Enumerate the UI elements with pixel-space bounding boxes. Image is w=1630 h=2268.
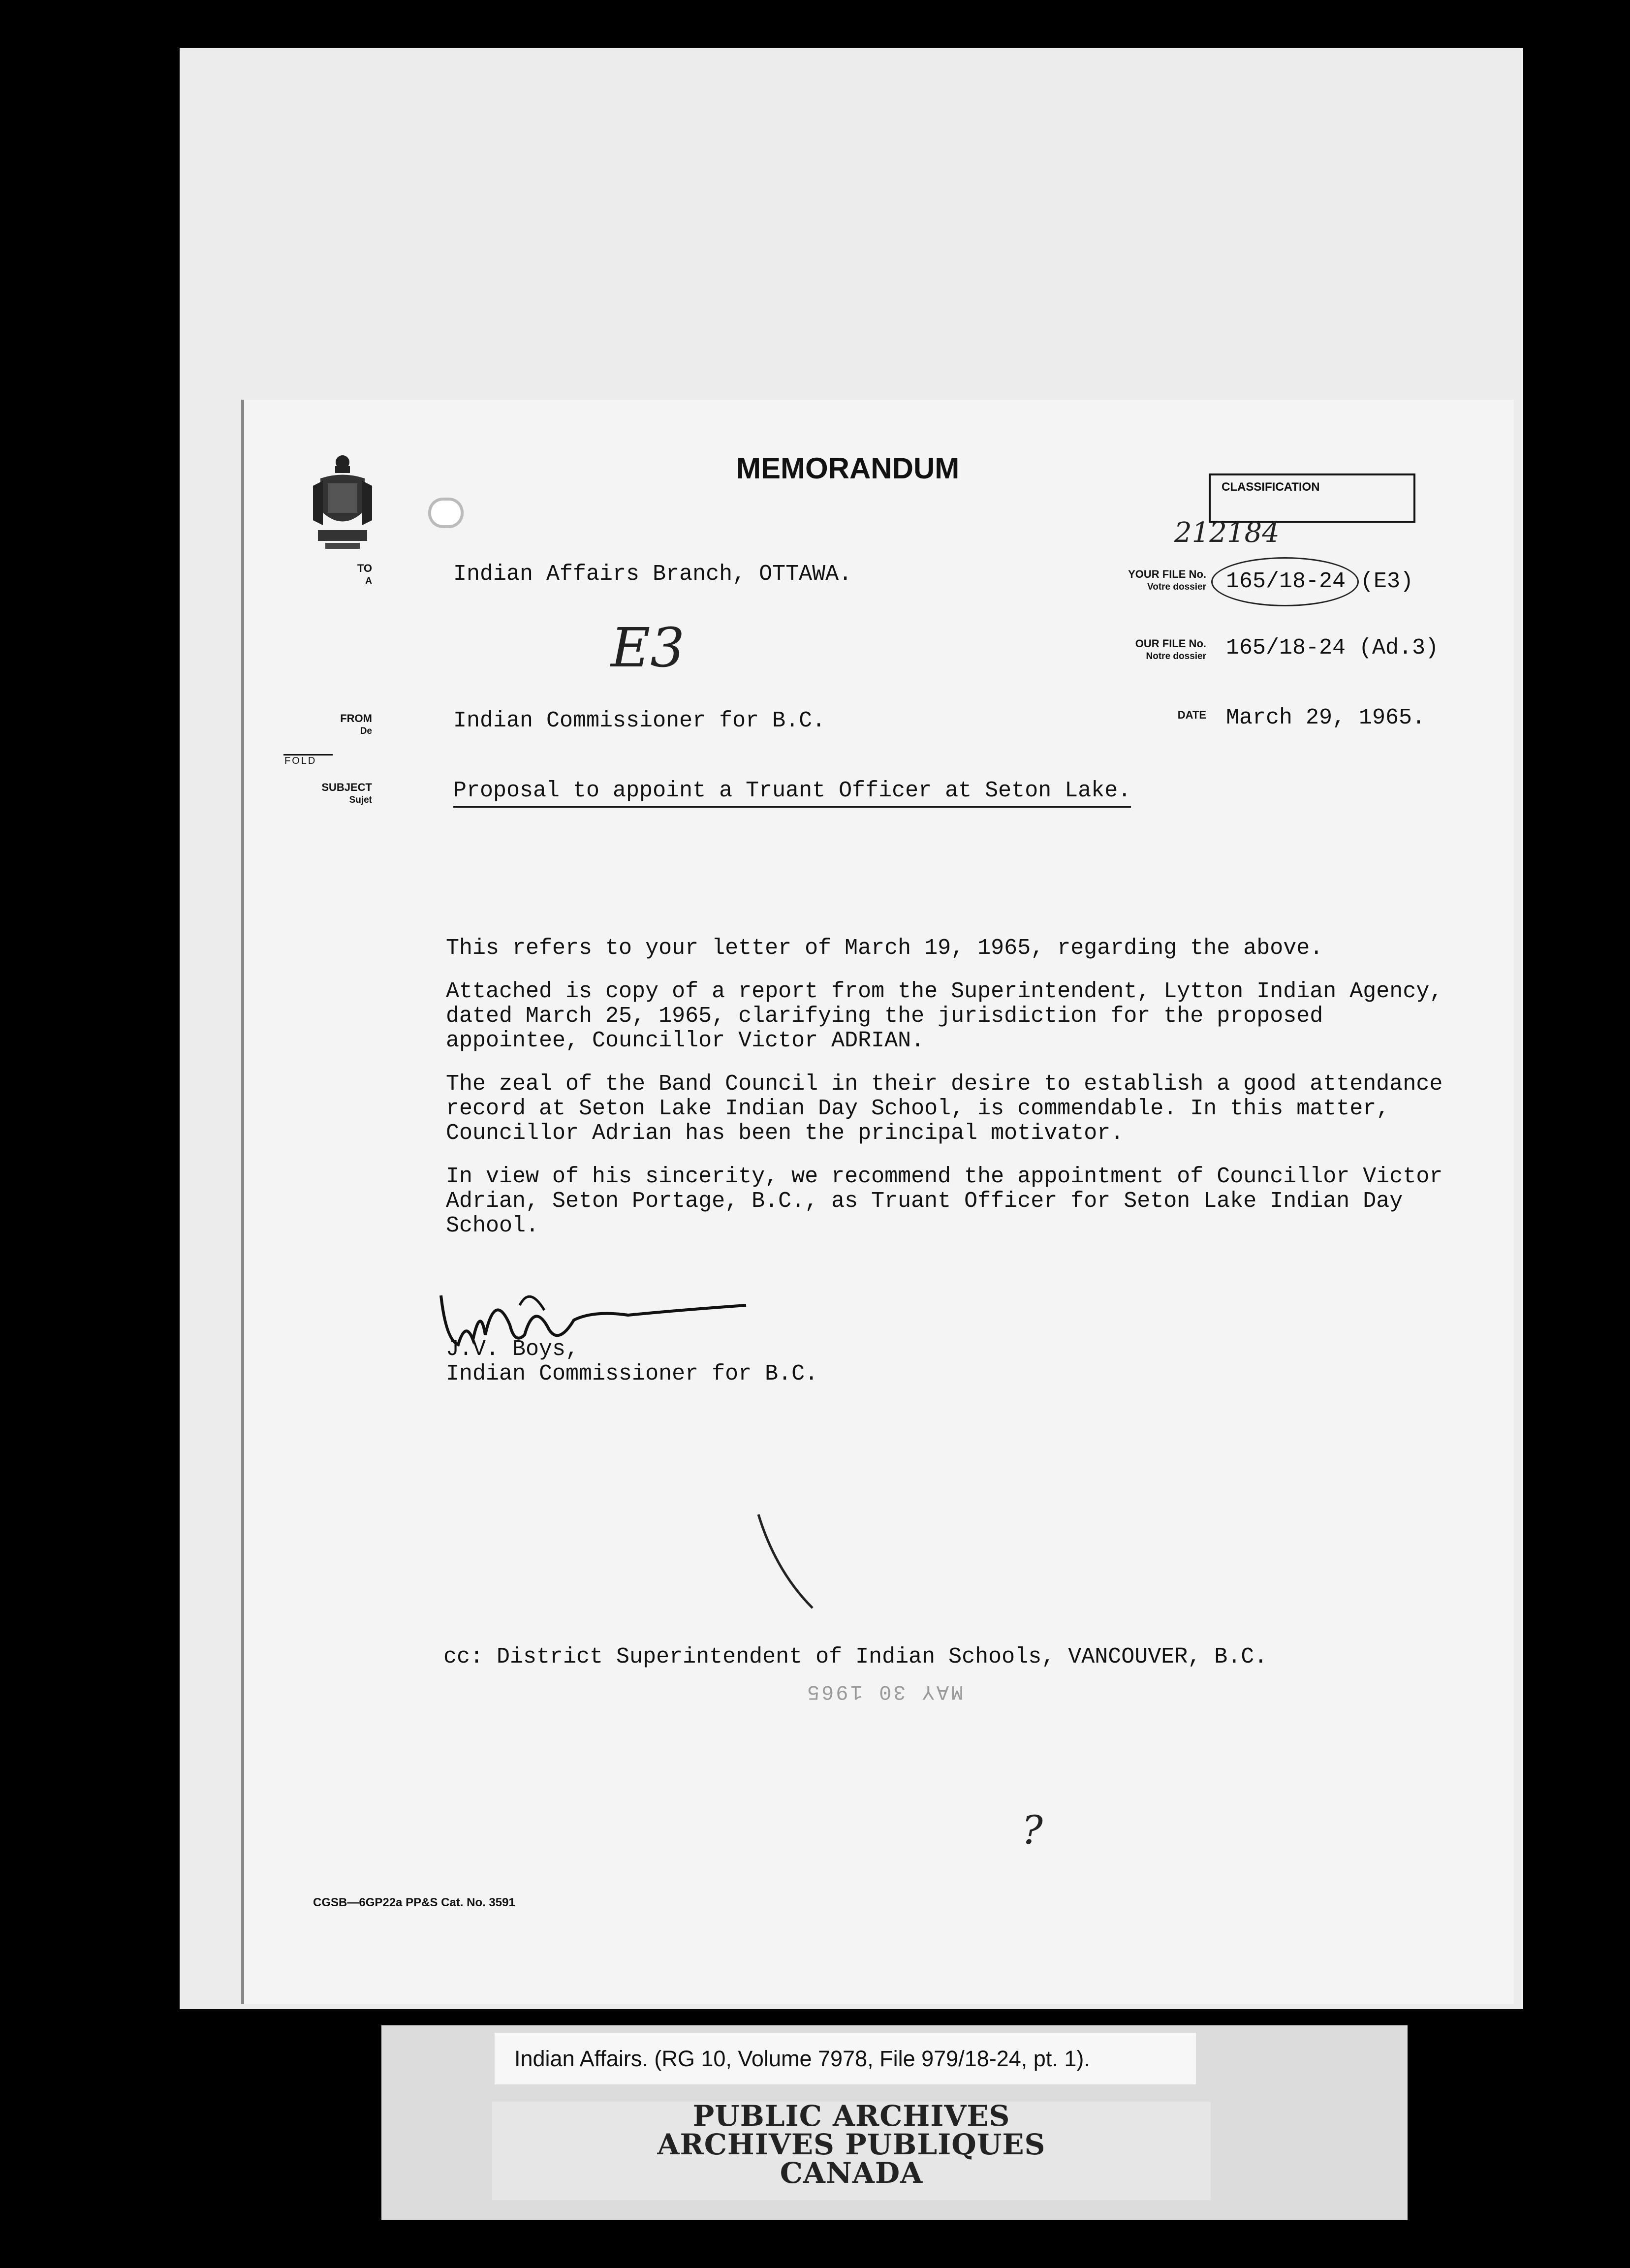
date-value: March 29, 1965. bbox=[1226, 705, 1426, 730]
archive-stamp-line-1: PUBLIC ARCHIVES bbox=[692, 2099, 1010, 2133]
punch-hole bbox=[431, 501, 461, 525]
coat-of-arms-icon bbox=[311, 451, 375, 555]
memo-title: MEMORANDUM bbox=[736, 452, 960, 485]
to-value: Indian Affairs Branch, OTTAWA. bbox=[453, 562, 852, 587]
form-number: CGSB—6GP22a PP&S Cat. No. 3591 bbox=[313, 1896, 515, 1909]
paragraph-4: In view of his sincerity, we recommend the appointment of Councillor Victor Adrian, Seton Portage, B.C., as Truant Officer for Seton Lake Indian Day School. bbox=[446, 1164, 1443, 1238]
cc-line: cc: District Superintendent of Indian Schools, VANCOUVER, B.C. bbox=[443, 1644, 1268, 1670]
signer-name: J.V. Boys, bbox=[446, 1337, 579, 1362]
handwritten-number: 212184 bbox=[1174, 517, 1280, 549]
memo-sheet bbox=[241, 400, 1514, 2004]
our-file-value: 165/18-24 (Ad.3) bbox=[1226, 635, 1439, 661]
classification-box bbox=[1209, 473, 1415, 523]
handwritten-mark: ? bbox=[1022, 1807, 1043, 1853]
subject-label: SUBJECT Sujet bbox=[321, 781, 372, 805]
classification-label: CLASSIFICATION bbox=[1222, 480, 1320, 494]
from-label: FROM De bbox=[340, 712, 372, 736]
subject-value: Proposal to appoint a Truant Officer at Seton Lake. bbox=[453, 779, 1131, 808]
fold-label: FOLD bbox=[284, 756, 317, 766]
pen-stroke-mark bbox=[756, 1512, 815, 1610]
your-file-value: 165/18-24 bbox=[1226, 569, 1346, 594]
received-stamp: MAY 30 1965 bbox=[805, 1680, 964, 1703]
paragraph-2: Attached is copy of a report from the Superintendent, Lytton Indian Agency, dated March 25, 1965, clarifying the jurisdiction for the proposed appointee, Councillor Victor ADRIAN. bbox=[446, 979, 1443, 1053]
paragraph-1: This refers to your letter of March 19, 1965, regarding the above. bbox=[446, 936, 1323, 961]
paragraph-3: The zeal of the Band Council in their desire to establish a good attendance record at Seton Lake Indian Day School, is commendable. In this matter, Councillor Adrian has been the principal motivator. bbox=[446, 1071, 1443, 1146]
archive-stamp bbox=[492, 2099, 1211, 2200]
archive-stamp-line-2: ARCHIVES PUBLIQUES bbox=[657, 2128, 1046, 2161]
from-value: Indian Commissioner for B.C. bbox=[453, 708, 826, 733]
date-label: DATE bbox=[1177, 709, 1206, 721]
memo-body bbox=[446, 936, 1443, 1238]
signer-title: Indian Commissioner for B.C. bbox=[446, 1361, 818, 1386]
archive-reference: Indian Affairs. (RG 10, Volume 7978, File 979/18-24, pt. 1). bbox=[495, 2033, 1196, 2084]
archive-stamp-line-3: CANADA bbox=[780, 2156, 923, 2190]
our-file-label: OUR FILE No. Notre dossier bbox=[1135, 637, 1206, 662]
your-file-label: YOUR FILE No. Votre dossier bbox=[1128, 568, 1206, 592]
handwritten-code: E3 bbox=[611, 616, 685, 679]
to-label: TO A bbox=[357, 562, 372, 586]
your-file-suffix: (E3) bbox=[1360, 569, 1414, 594]
